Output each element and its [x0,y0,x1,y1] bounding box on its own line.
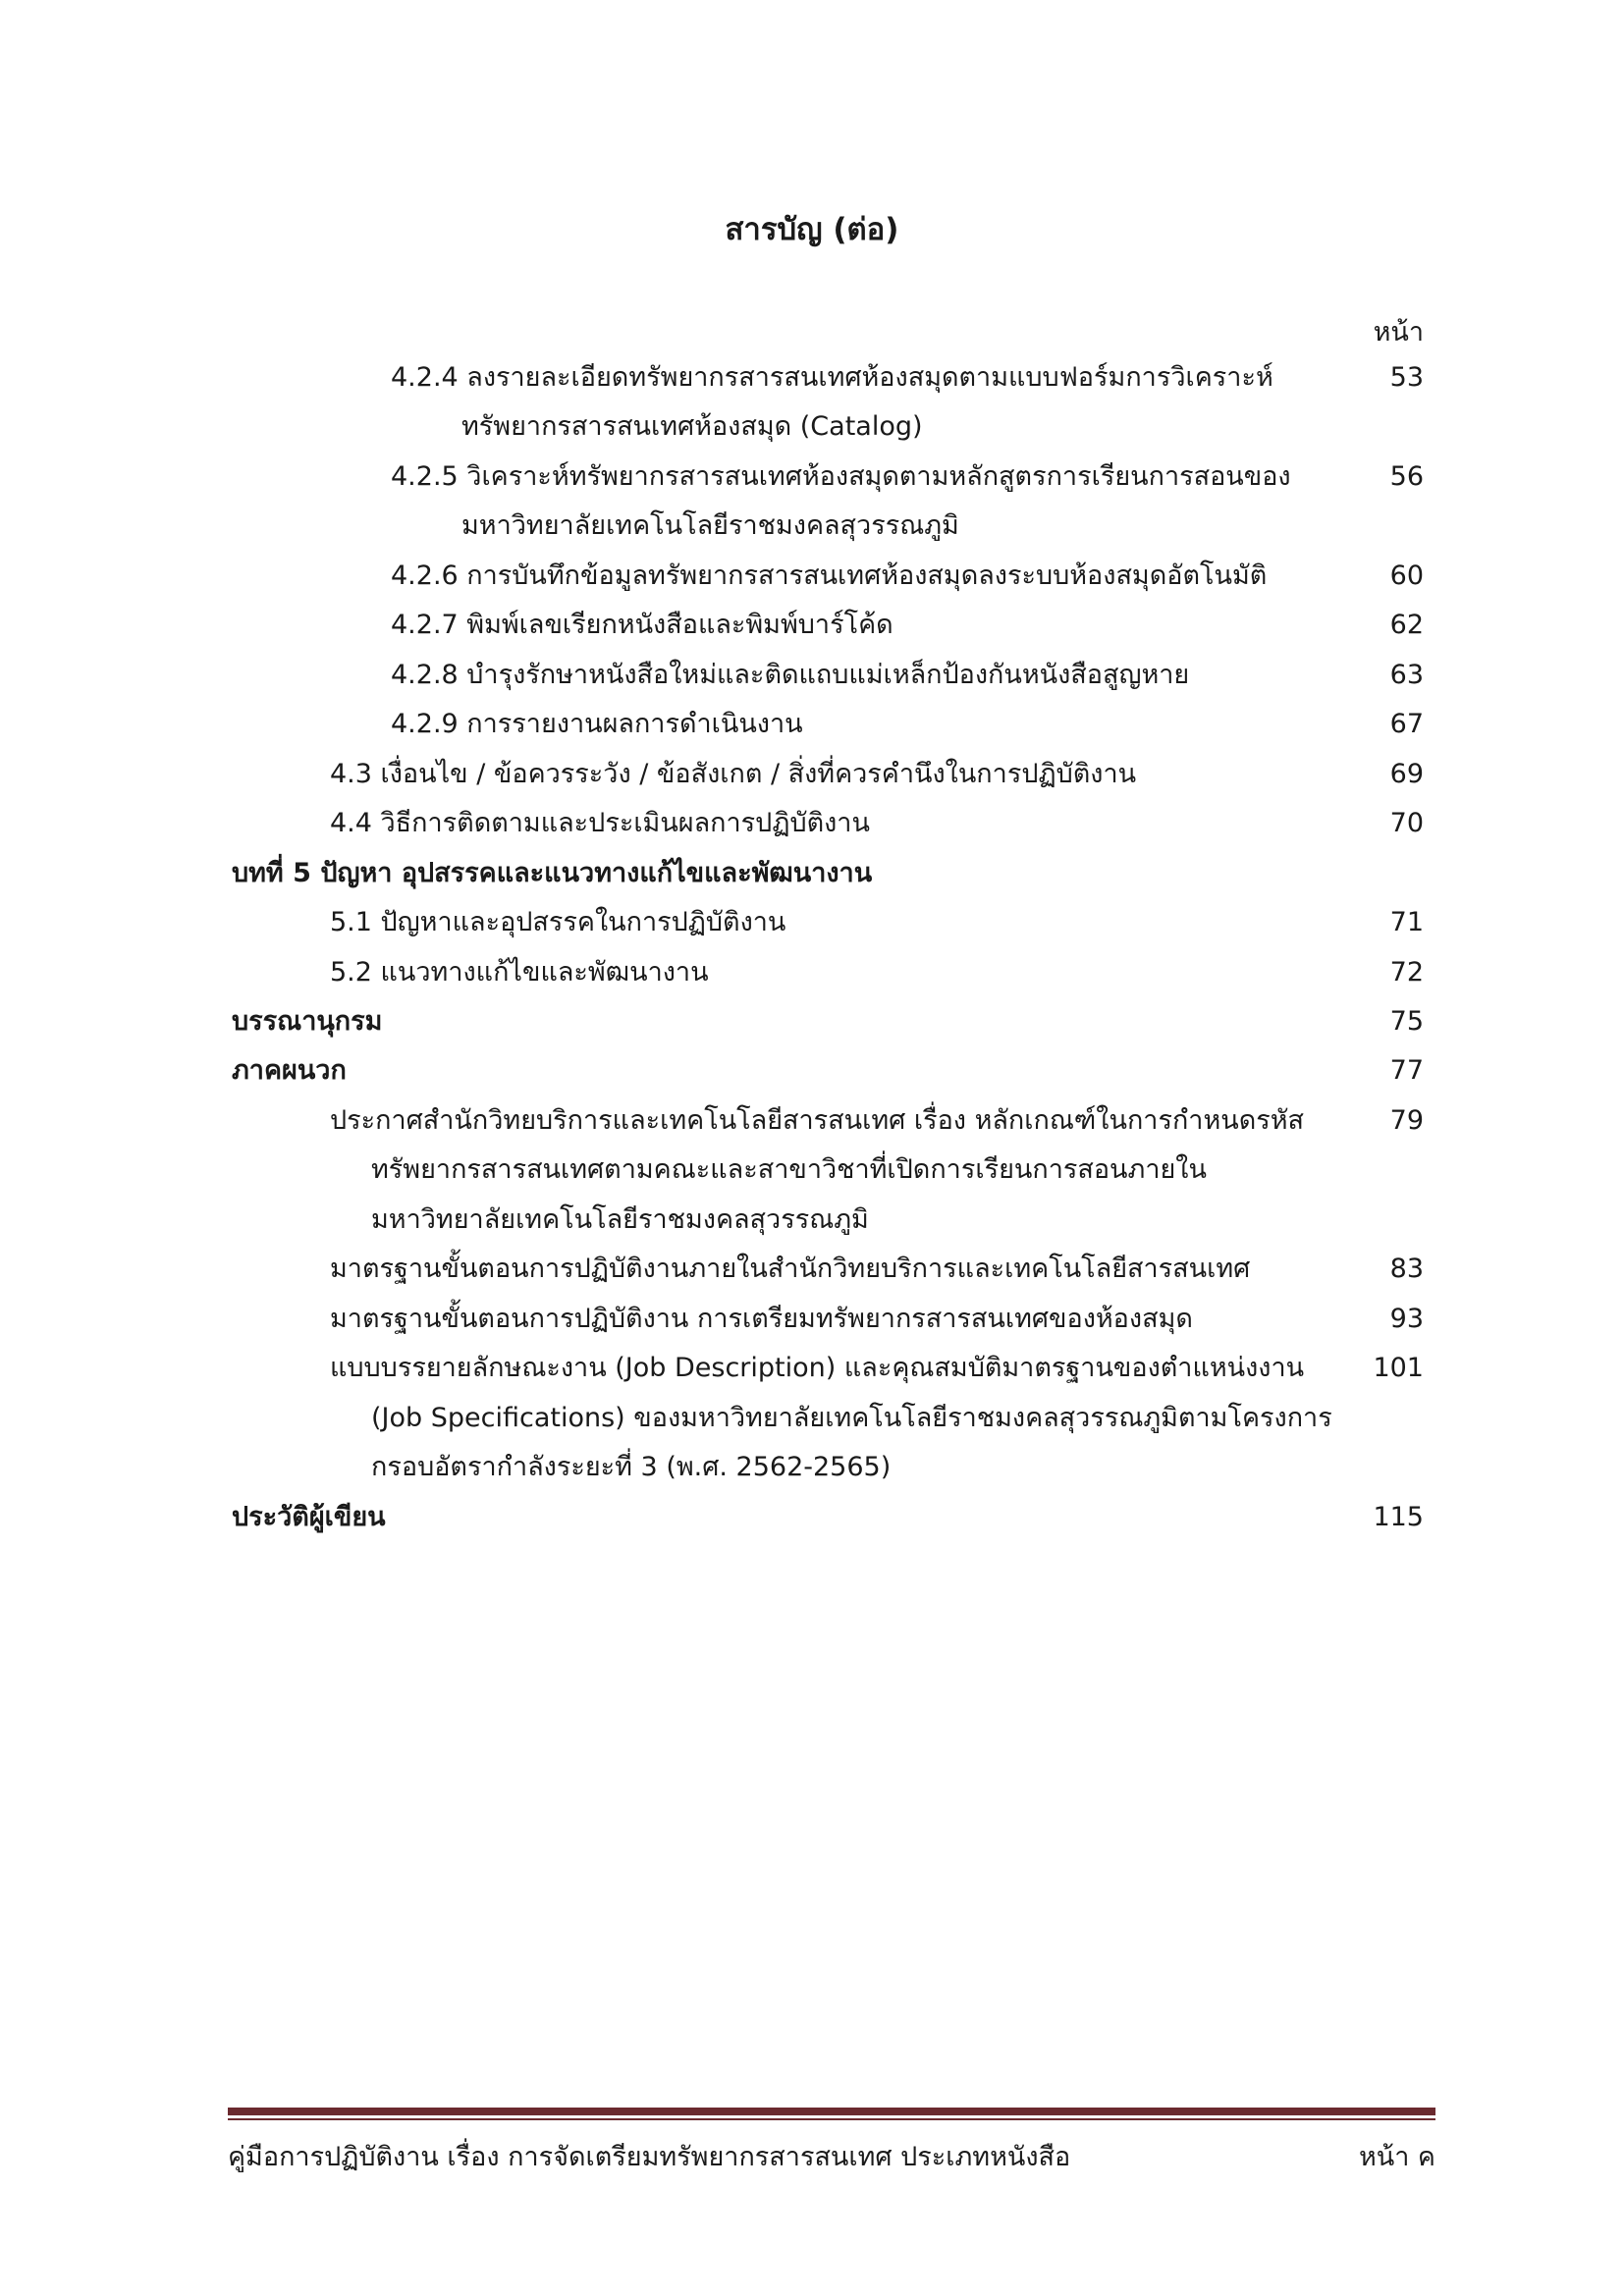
toc-entry-text: มาตรฐานขั้นตอนการปฏิบัติงาน การเตรียมทรัพยากรสารสนเทศของห้องสมุด [330,1304,1193,1334]
toc-page-number: 56 [1389,461,1424,492]
toc-page-number: 75 [1389,1006,1424,1037]
toc-entry-text: กรอบอัตรากำลังระยะที่ 3 (พ.ศ. 2562-2565) [371,1452,892,1482]
toc-entry-text: ทรัพยากรสารสนเทศตามคณะและสาขาวิชาที่เปิดการเรียนการสอนภายใน [371,1154,1207,1185]
toc-page-number: 72 [1389,957,1424,988]
toc-page-number: 115 [1373,1502,1424,1532]
footer-rule-thin [228,2118,1435,2120]
toc-page-number: 70 [1389,808,1424,838]
toc-page-number: 77 [1389,1055,1424,1086]
toc-entry-text: 5.2 แนวทางแก้ไขและพัฒนางาน [330,957,709,988]
toc-entry-text: 4.2.7 พิมพ์เลขเรียกหนังสือและพิมพ์บาร์โค้ด [391,610,893,640]
toc-entry-text: มหาวิทยาลัยเทคโนโลยีราชมงคลสุวรรณภูมิ [371,1204,869,1235]
toc-page-number: 101 [1373,1353,1424,1383]
toc-page-number: 71 [1389,907,1424,937]
footer-page-number: หน้า ค [1358,2142,1435,2172]
toc-entry-text: 4.2.6 การบันทึกข้อมูลทรัพยากรสารสนเทศห้องสมุดลงระบบห้องสมุดอัตโนมัติ [391,561,1268,591]
toc-page-number: 60 [1389,561,1424,591]
toc-page-number: 83 [1389,1254,1424,1284]
toc-page-number: 93 [1389,1304,1424,1334]
toc-section-heading: ภาคผนวก [232,1055,347,1086]
toc-chapter-heading: บทที่ 5 ปัญหา อุปสรรคและแนวทางแก้ไขและพัฒนางาน [232,858,873,888]
toc-entry-text: มาตรฐานขั้นตอนการปฏิบัติงานภายในสำนักวิทยบริการและเทคโนโลยีสารสนเทศ [330,1254,1251,1284]
toc-entry-text: 4.2.5 วิเคราะห์ทรัพยากรสารสนเทศห้องสมุดตามหลักสูตรการเรียนการสอนของ [391,461,1291,492]
page-column-header: หน้า [1373,317,1424,347]
toc-entry-text: มหาวิทยาลัยเทคโนโลยีราชมงคลสุวรรณภูมิ [461,510,959,541]
toc-section-heading: บรรณานุกรม [232,1006,383,1037]
toc-entry-text: แบบบรรยายลักษณะงาน (Job Description) และคุณสมบัติมาตรฐานของตำแหน่งงาน [330,1353,1305,1383]
toc-section-heading: ประวัติผู้เขียน [232,1502,386,1532]
toc-entry-text: 4.2.9 การรายงานผลการดำเนินงาน [391,709,803,739]
footer-rule [228,2108,1435,2115]
toc-entry-text: 5.1 ปัญหาและอุปสรรคในการปฏิบัติงาน [330,907,786,937]
toc-entry-text: 4.4 วิธีการติดตามและประเมินผลการปฏิบัติงาน [330,808,870,838]
toc-page-number: 63 [1389,660,1424,690]
footer-document-title: คู่มือการปฏิบัติงาน เรื่อง การจัดเตรียมทรัพยากรสารสนเทศ ประเภทหนังสือ [228,2142,1071,2172]
toc-page-number: 79 [1389,1105,1424,1136]
toc-page-number: 69 [1389,759,1424,789]
toc-entry-text: (Job Specifications) ของมหาวิทยาลัยเทคโนโลยีราชมงคลสุวรรณภูมิตามโครงการ [371,1403,1332,1433]
toc-entry-text: ทรัพยากรสารสนเทศห้องสมุด (Catalog) [461,411,923,442]
toc-page-number: 53 [1389,362,1424,393]
toc-page-number: 62 [1389,610,1424,640]
toc-entry-text: ประกาศสำนักวิทยบริการและเทคโนโลยีสารสนเทศ เรื่อง หลักเกณฑ์ในการกำหนดรหัส [330,1105,1305,1136]
toc-entry-text: 4.2.4 ลงรายละเอียดทรัพยากรสารสนเทศห้องสมุดตามแบบฟอร์มการวิเคราะห์ [391,362,1273,393]
toc-page-number: 67 [1389,709,1424,739]
toc-entry-text: 4.3 เงื่อนไข / ข้อควรระวัง / ข้อสังเกต / สิ่งที่ควรคำนึงในการปฏิบัติงาน [330,759,1137,789]
page-title: สารบัญ (ต่อ) [725,212,899,247]
toc-entry-text: 4.2.8 บำรุงรักษาหนังสือใหม่และติดแถบแม่เหล็กป้องกันหนังสือสูญหาย [391,660,1190,690]
